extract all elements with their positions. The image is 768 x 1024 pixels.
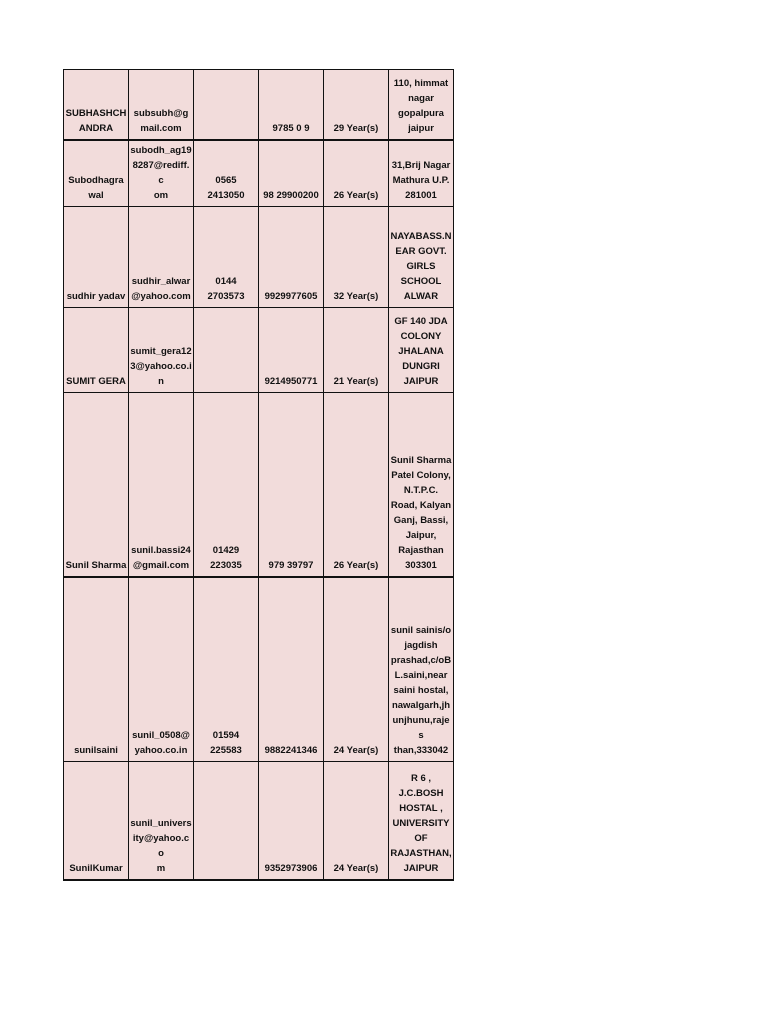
age-cell: 32 Year(s) — [324, 206, 389, 307]
name-cell: sudhir yadav — [64, 206, 129, 307]
mobile-cell: 9882241346 — [259, 577, 324, 761]
mobile-cell: 9352973906 — [259, 761, 324, 880]
landline-cell — [194, 70, 259, 140]
address-cell: R 6 , J.C.BOSH HOSTAL , UNIVERSITY OF RAJASTHAN, JAIPUR — [389, 761, 454, 880]
landline-cell: 01429 223035 — [194, 392, 259, 577]
table-row — [64, 761, 454, 880]
age-cell: 26 Year(s) — [324, 140, 389, 207]
name-cell: Subodhagra wal — [64, 140, 129, 207]
address-cell: NAYABASS.N EAR GOVT. GIRLS SCHOOL ALWAR — [389, 206, 454, 307]
table-row — [64, 577, 454, 761]
age-cell: 29 Year(s) — [324, 70, 389, 140]
address-cell: GF 140 JDA COLONY JHALANA DUNGRI JAIPUR — [389, 307, 454, 392]
email-cell: sudhir_alwar @yahoo.com — [129, 206, 194, 307]
mobile-cell: 9929977605 — [259, 206, 324, 307]
landline-cell — [194, 307, 259, 392]
address-cell: 110, himmat nagar gopalpura jaipur — [389, 70, 454, 140]
spreadsheet-table — [63, 69, 454, 881]
email-cell: sunil.bassi24 @gmail.com — [129, 392, 194, 577]
age-cell: 24 Year(s) — [324, 761, 389, 880]
address-cell: 31,Brij Nagar Mathura U.P. 281001 — [389, 140, 454, 207]
name-cell: SUBHASHCH ANDRA — [64, 70, 129, 140]
name-cell: Sunil Sharma — [64, 392, 129, 577]
table-row — [64, 140, 454, 207]
email-cell: sumit_gera12 3@yahoo.co.i n — [129, 307, 194, 392]
landline-cell: 0565 2413050 — [194, 140, 259, 207]
table-row — [64, 70, 454, 140]
table-row — [64, 307, 454, 392]
table-row — [64, 392, 454, 577]
email-cell: subodh_ag19 8287@rediff.c om — [129, 140, 194, 207]
email-cell: sunil_univers ity@yahoo.co m — [129, 761, 194, 880]
landline-cell: 01594 225583 — [194, 577, 259, 761]
address-cell: sunil sainis/o jagdish prashad,c/oB L.saini,near saini hostal, nawalgarh,jh unjhunu,rajes than,333042 — [389, 577, 454, 761]
name-cell: sunilsaini — [64, 577, 129, 761]
email-cell: sunil_0508@ yahoo.co.in — [129, 577, 194, 761]
mobile-cell: 9785 0 9 — [259, 70, 324, 140]
name-cell: SUMIT GERA — [64, 307, 129, 392]
mobile-cell: 979 39797 — [259, 392, 324, 577]
mobile-cell: 98 29900200 — [259, 140, 324, 207]
age-cell: 21 Year(s) — [324, 307, 389, 392]
age-cell: 26 Year(s) — [324, 392, 389, 577]
address-cell: Sunil Sharma Patel Colony, N.T.P.C. Road, Kalyan Ganj, Bassi, Jaipur, Rajasthan 303301 — [389, 392, 454, 577]
age-cell: 24 Year(s) — [324, 577, 389, 761]
landline-cell — [194, 761, 259, 880]
email-cell: subsubh@g mail.com — [129, 70, 194, 140]
table-row — [64, 206, 454, 307]
mobile-cell: 9214950771 — [259, 307, 324, 392]
name-cell: SunilKumar — [64, 761, 129, 880]
landline-cell: 0144 2703573 — [194, 206, 259, 307]
